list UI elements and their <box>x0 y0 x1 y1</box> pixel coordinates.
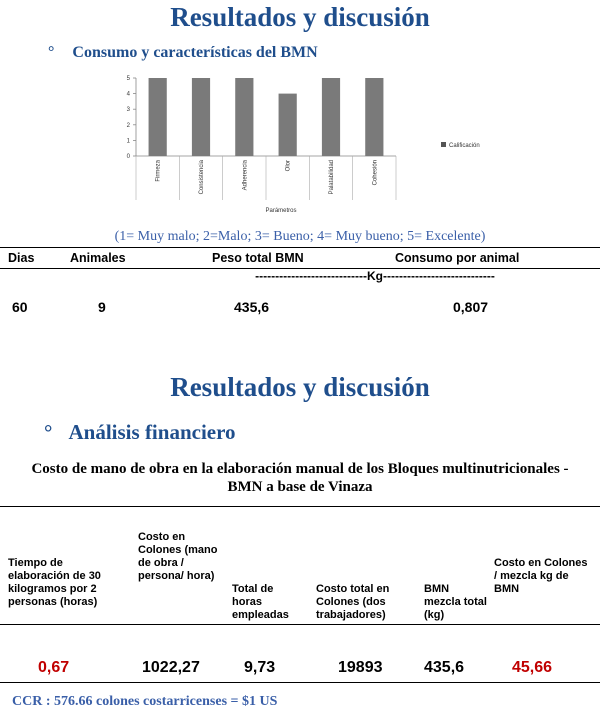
y-tick-label: 3 <box>126 107 130 114</box>
section1-title: Resultados y discusión <box>170 2 430 32</box>
fin-value-tiempo: 0,67 <box>38 659 70 676</box>
x-tick-label-cohesión: Cohesión <box>372 160 379 186</box>
rating-scale-note: (1= Muy malo; 2=Malo; 3= Bueno; 4= Muy bueno; 5= Excelente) <box>114 229 486 244</box>
bar-firmeza <box>149 78 167 156</box>
exchange-rate-note: CCR : 576.66 colones costarricenses = $1 US <box>12 694 278 709</box>
col-header-dias: Dias <box>8 251 35 265</box>
fin-header-costo-kg: Costo en Colones / mezcla kg de BMN <box>494 557 588 595</box>
bullet-icon: ° <box>44 420 53 444</box>
section2-title-wrap <box>0 372 600 403</box>
fin-header-bmn-mezcla: BMN mezcla total (kg) <box>424 583 487 621</box>
x-tick-label-olor: Olor <box>285 160 292 172</box>
x-tick-labels <box>136 156 396 200</box>
fin-value-costo-persona: 1022,27 <box>142 659 200 676</box>
unit-row: ----------------------------Kg---------------------------- <box>255 269 495 283</box>
bar-olor <box>279 94 297 156</box>
y-tick-label: 5 <box>126 76 130 82</box>
chart-legend <box>441 142 480 149</box>
bullet-icon: ° <box>48 44 55 61</box>
col-header-consumo: Consumo por animal <box>395 251 520 265</box>
finance-table-title: Costo de mano de obra en la elaboración manual de los Bloques multinutricionales - BMN a base de Vinaza <box>31 461 569 495</box>
section1-subtitle: Consumo y características del BMN <box>72 44 318 61</box>
finance-header-rule <box>0 624 600 625</box>
y-tick-label: 4 <box>126 91 130 98</box>
legend-swatch <box>441 142 446 147</box>
section2-subtitle: Análisis financiero <box>68 420 236 444</box>
section1-subtitle-row <box>48 44 318 62</box>
bar-adherencia <box>235 78 253 156</box>
bars <box>149 78 384 156</box>
bar-cohesión <box>365 78 383 156</box>
section2-subtitle-row <box>44 420 236 445</box>
cell-peso-total: 435,6 <box>234 299 270 315</box>
y-tick-label: 2 <box>126 122 130 129</box>
fin-value-costo-total: 19893 <box>338 659 383 676</box>
cell-dias: 60 <box>12 299 28 315</box>
cell-animales: 9 <box>98 299 106 315</box>
legend-label: Calificación <box>449 143 480 149</box>
x-tick-label-consistencia: Consistencia <box>199 160 205 195</box>
section2-title: Resultados y discusión <box>170 372 430 402</box>
bar-palatabilidad <box>322 78 340 156</box>
col-header-animales: Animales <box>70 251 126 265</box>
y-tick-label: 0 <box>126 154 130 160</box>
fin-header-costo-total: Costo total en Colones (dos trabajadores) <box>316 583 390 621</box>
finance-table-top-rule <box>0 506 600 507</box>
x-axis-title: Parámetros <box>265 208 297 214</box>
fin-value-total-horas: 9,73 <box>244 659 276 676</box>
fin-header-total-horas: Total de horas empleadas <box>232 583 289 621</box>
table-top-rule <box>0 247 600 248</box>
cell-consumo: 0,807 <box>453 299 489 315</box>
x-tick-label-firmeza: Firmeza <box>155 160 162 182</box>
finance-table-bottom-rule <box>0 682 600 683</box>
x-tick-label-palatabilidad: Palatabilidad <box>329 160 335 195</box>
fin-header-costo-persona: Costo en Colones (mano de obra / persona/ hora) <box>138 531 218 582</box>
fin-value-bmn-mezcla: 435,6 <box>424 659 465 676</box>
x-tick-label-adherencia: Adherencia <box>242 160 249 191</box>
col-header-peso-total: Peso total BMN <box>212 251 304 265</box>
fin-value-costo-kg: 45,66 <box>512 659 553 676</box>
bar-consistencia <box>192 78 210 156</box>
rating-bar-chart <box>106 70 506 220</box>
y-tick-label: 1 <box>126 138 130 145</box>
fin-header-tiempo: Tiempo de elaboración de 30 kilogramos por 2 personas (horas) <box>8 557 101 608</box>
y-axis <box>127 76 396 160</box>
